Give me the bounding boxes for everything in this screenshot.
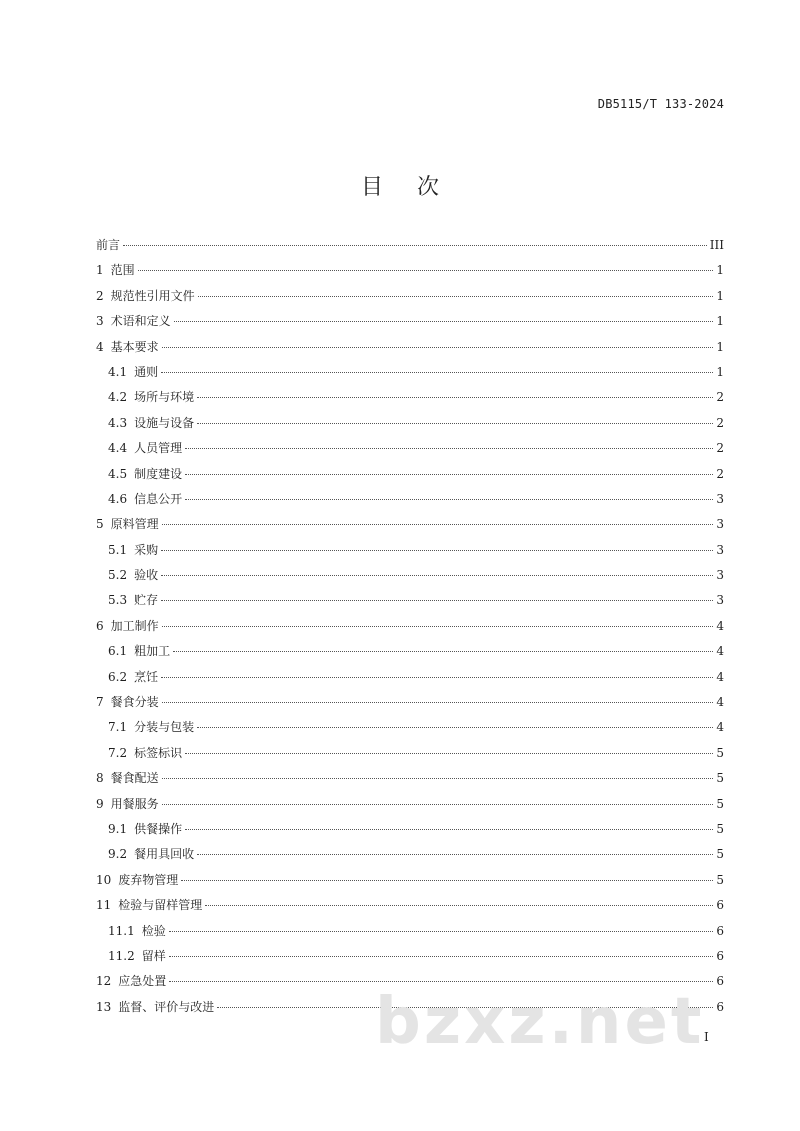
table-of-contents (96, 236, 724, 1023)
toc-entry-label (96, 261, 135, 278)
toc-entry[interactable] (96, 465, 724, 490)
toc-entry-number: 6.1 (108, 644, 128, 659)
toc-entry[interactable] (96, 363, 724, 388)
toc-entry[interactable] (96, 922, 724, 947)
toc-entry-number: 4.4 (108, 441, 128, 456)
toc-entry-page: 1 (716, 364, 724, 379)
toc-entry-text: 应急处置 (118, 974, 167, 989)
toc-entry-number: 3 (96, 314, 104, 329)
toc-entry-number: 4.6 (108, 491, 128, 506)
toc-dot-leader (185, 474, 713, 475)
toc-entry-number: 13 (96, 999, 112, 1014)
toc-entry-number: 2 (96, 288, 104, 303)
toc-entry[interactable] (96, 871, 724, 896)
toc-dot-leader (181, 880, 713, 881)
toc-entry-page: 4 (716, 695, 724, 710)
toc-entry[interactable] (96, 261, 724, 286)
toc-dot-leader (185, 448, 713, 449)
toc-entry-page: 5 (716, 821, 724, 836)
toc-entry-label (108, 845, 194, 862)
toc-entry-page: 5 (716, 745, 724, 760)
toc-dot-leader (161, 550, 713, 551)
toc-entry-label (108, 668, 158, 685)
toc-entry[interactable] (96, 312, 724, 337)
toc-entry-page: 1 (716, 288, 724, 303)
toc-entry-text: 餐用具回收 (134, 847, 195, 862)
page-title: 目次 (360, 175, 473, 200)
toc-entry-number: 7.2 (108, 745, 128, 760)
toc-entry-text: 分装与包装 (134, 720, 195, 735)
toc-entry-label (108, 490, 182, 507)
toc-entry-label (96, 896, 202, 913)
toc-entry-text: 供餐操作 (134, 821, 183, 836)
toc-entry-label (108, 642, 170, 659)
toc-entry-label (108, 718, 194, 735)
toc-entry[interactable] (96, 439, 724, 464)
toc-dot-leader (197, 854, 713, 855)
toc-entry-page: 6 (716, 898, 724, 913)
toc-entry[interactable] (96, 896, 724, 921)
toc-entry-number: 9.2 (108, 847, 128, 862)
toc-entry-text: 通则 (134, 364, 159, 379)
toc-entry-number: 11.1 (108, 923, 135, 938)
toc-dot-leader (173, 651, 713, 652)
toc-entry-text: 加工制作 (110, 618, 159, 633)
toc-entry-page: 3 (716, 593, 724, 608)
toc-entry-page: 2 (716, 441, 724, 456)
toc-entry[interactable] (96, 490, 724, 515)
toc-entry-number: 7.1 (108, 720, 128, 735)
document-code: DB5115/T 133-2024 (597, 97, 724, 111)
toc-dot-leader (162, 524, 714, 525)
toc-entry-label (96, 236, 120, 253)
toc-entry-page: 3 (716, 517, 724, 532)
toc-entry-text: 基本要求 (110, 339, 159, 354)
toc-entry-number: 5.3 (108, 593, 128, 608)
toc-dot-leader (138, 270, 714, 271)
toc-dot-leader (205, 905, 713, 906)
toc-entry-label (108, 922, 166, 939)
toc-entry-text: 检验与留样管理 (118, 898, 203, 913)
toc-entry-text: 标签标识 (134, 745, 183, 760)
toc-entry-text: 采购 (134, 542, 159, 557)
toc-dot-leader (161, 600, 713, 601)
toc-entry-number: 4 (96, 339, 104, 354)
toc-dot-leader (197, 397, 713, 398)
toc-entry-label (96, 312, 171, 329)
toc-entry-text: 检验 (141, 923, 166, 938)
toc-entry-label (96, 515, 159, 532)
toc-entry[interactable] (96, 287, 724, 312)
toc-entry-page: 2 (716, 390, 724, 405)
toc-entry-text: 场所与环境 (134, 390, 195, 405)
toc-entry-text: 范围 (110, 263, 135, 278)
toc-dot-leader (162, 778, 714, 779)
toc-dot-leader (185, 499, 713, 500)
toc-dot-leader (185, 753, 713, 754)
toc-entry-text: 设施与设备 (134, 415, 195, 430)
toc-entry-number: 5.2 (108, 568, 128, 583)
toc-entry-text: 废弃物管理 (118, 872, 179, 887)
toc-entry[interactable] (96, 541, 724, 566)
toc-entry[interactable] (96, 414, 724, 439)
toc-entry[interactable] (96, 820, 724, 845)
toc-entry-text: 信息公开 (134, 491, 183, 506)
toc-entry[interactable] (96, 566, 724, 591)
toc-entry-number: 4.3 (108, 415, 128, 430)
toc-entry[interactable] (96, 668, 724, 693)
toc-dot-leader (161, 575, 713, 576)
toc-entry-text: 术语和定义 (110, 314, 171, 329)
toc-entry-number: 6 (96, 618, 104, 633)
toc-entry-page: 4 (716, 720, 724, 735)
toc-entry[interactable] (96, 617, 724, 642)
toc-entry[interactable] (96, 642, 724, 667)
toc-entry-label (108, 591, 158, 608)
toc-entry-label (108, 541, 158, 558)
toc-entry-text: 制度建设 (134, 466, 183, 481)
toc-entry-label (108, 947, 166, 964)
toc-entry-label (96, 287, 195, 304)
toc-dot-leader (198, 296, 714, 297)
toc-entry-text: 原料管理 (110, 517, 159, 532)
toc-entry-number: 12 (96, 974, 112, 989)
toc-entry-text: 规范性引用文件 (110, 288, 195, 303)
toc-dot-leader (197, 727, 713, 728)
toc-entry-label (96, 693, 159, 710)
toc-entry-text: 前言 (96, 238, 121, 252)
toc-entry-page: 2 (716, 415, 724, 430)
toc-entry-text: 烹饪 (134, 669, 159, 684)
toc-dot-leader (162, 347, 714, 348)
toc-entry-number: 5.1 (108, 542, 128, 557)
toc-entry-number: 6.2 (108, 669, 128, 684)
toc-entry[interactable] (96, 236, 724, 261)
page-number: I (704, 1030, 709, 1044)
toc-entry-label (96, 972, 166, 989)
toc-entry-number: 4.2 (108, 390, 128, 405)
toc-dot-leader (123, 245, 707, 246)
toc-entry-text: 验收 (134, 568, 159, 583)
toc-entry-number: 11.2 (108, 948, 135, 963)
toc-entry-label (108, 566, 158, 583)
toc-entry[interactable] (96, 769, 724, 794)
toc-entry[interactable] (96, 515, 724, 540)
toc-entry-label (108, 439, 182, 456)
toc-entry-page: 1 (716, 314, 724, 329)
toc-entry-number: 10 (96, 872, 112, 887)
toc-entry-number: 7 (96, 695, 104, 710)
toc-entry[interactable] (96, 693, 724, 718)
toc-entry[interactable] (96, 795, 724, 820)
toc-entry[interactable] (96, 947, 724, 972)
toc-entry-label (108, 465, 182, 482)
toc-entry-text: 人员管理 (134, 441, 183, 456)
toc-entry-page: 3 (716, 491, 724, 506)
toc-entry-label (96, 795, 159, 812)
toc-entry-label (108, 744, 182, 761)
toc-entry-number: 8 (96, 771, 104, 786)
toc-entry-number: 5 (96, 517, 104, 532)
toc-entry-page: 5 (716, 796, 724, 811)
toc-entry-text: 留样 (141, 948, 166, 963)
toc-entry-label (96, 871, 178, 888)
toc-entry-text: 监督、评价与改进 (118, 999, 215, 1014)
toc-entry-number: 1 (96, 263, 104, 278)
toc-entry-page: 1 (716, 339, 724, 354)
toc-entry-label (96, 998, 214, 1015)
toc-entry-page: 6 (716, 974, 724, 989)
toc-entry[interactable] (96, 388, 724, 413)
toc-entry-label (96, 769, 159, 786)
toc-entry-label (96, 617, 159, 634)
toc-entry[interactable] (96, 338, 724, 363)
toc-entry-page: 6 (716, 923, 724, 938)
toc-entry[interactable] (96, 744, 724, 769)
toc-entry-page: 5 (716, 872, 724, 887)
toc-entry-number: 4.5 (108, 466, 128, 481)
toc-entry-label (96, 338, 159, 355)
toc-entry-page: 6 (716, 948, 724, 963)
toc-entry[interactable] (96, 591, 724, 616)
toc-dot-leader (185, 829, 713, 830)
toc-entry-label (108, 414, 194, 431)
toc-dot-leader (197, 423, 713, 424)
toc-entry-number: 4.1 (108, 364, 128, 379)
toc-dot-leader (161, 677, 713, 678)
toc-entry[interactable] (96, 718, 724, 743)
toc-entry-page: 5 (716, 847, 724, 862)
toc-entry-page: 3 (716, 542, 724, 557)
toc-entry-text: 用餐服务 (110, 796, 159, 811)
toc-entry-label (108, 388, 194, 405)
toc-entry-text: 餐食分装 (110, 695, 159, 710)
toc-entry-page: 5 (716, 771, 724, 786)
toc-entry-page: 4 (716, 644, 724, 659)
toc-entry-page: 4 (716, 669, 724, 684)
toc-entry-text: 粗加工 (134, 644, 171, 659)
toc-dot-leader (169, 981, 713, 982)
toc-entry-page: 2 (716, 466, 724, 481)
watermark: bzxz.net (375, 985, 705, 1059)
toc-dot-leader (174, 321, 714, 322)
toc-dot-leader (169, 956, 714, 957)
toc-entry-number: 9 (96, 796, 104, 811)
toc-entry-text: 贮存 (134, 593, 159, 608)
toc-dot-leader (162, 626, 714, 627)
toc-entry-number: 11 (96, 898, 112, 913)
toc-entry-text: 餐食配送 (110, 771, 159, 786)
toc-entry-label (108, 363, 158, 380)
toc-entry[interactable] (96, 845, 724, 870)
toc-entry-number: 9.1 (108, 821, 128, 836)
toc-entry-page: III (709, 238, 724, 252)
toc-entry-page: 6 (716, 999, 724, 1014)
toc-entry-page: 3 (716, 568, 724, 583)
toc-entry-label (108, 820, 182, 837)
toc-dot-leader (161, 372, 713, 373)
toc-dot-leader (162, 702, 714, 703)
toc-entry-page: 1 (716, 263, 724, 278)
toc-dot-leader (169, 931, 714, 932)
toc-entry-page: 4 (716, 618, 724, 633)
toc-dot-leader (162, 804, 714, 805)
